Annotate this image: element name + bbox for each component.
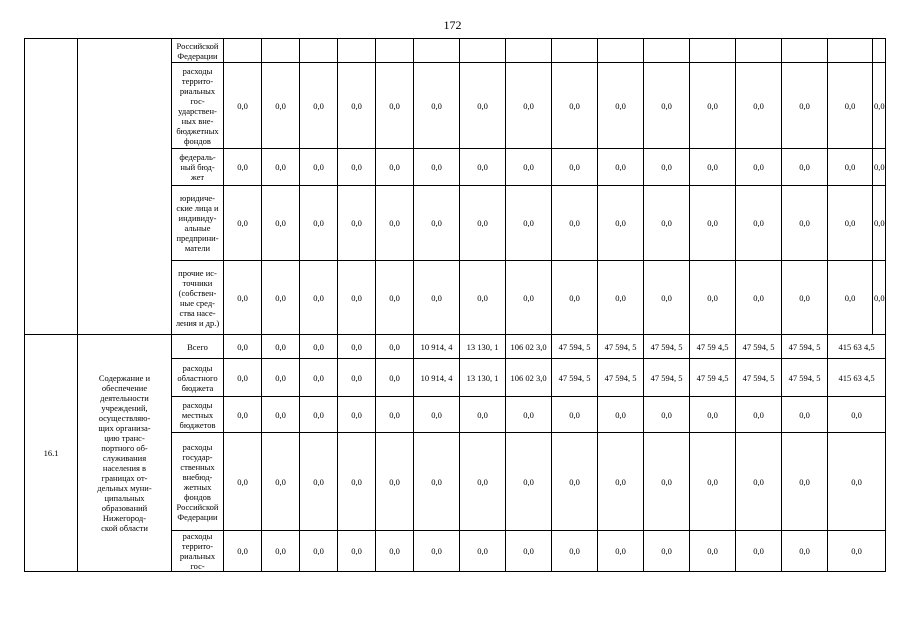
value-cell: 0,0 [224, 186, 262, 261]
value-cell: 10 914, 4 [414, 335, 460, 359]
value-cell: 0,0 [224, 261, 262, 335]
value-cell: 0,0 [224, 149, 262, 186]
value-cell: 0,0 [262, 186, 300, 261]
funding-source-cell: федераль- ный бюд- жет [172, 149, 224, 186]
value-cell: 0,0 [598, 433, 644, 531]
value-cell: 0,0 [690, 397, 736, 433]
value-cell: 47 594, 5 [782, 335, 828, 359]
value-cell [376, 39, 414, 63]
value-cell: 0,0 [828, 63, 873, 149]
value-cell: 0,0 [224, 335, 262, 359]
value-cell: 0,0 [300, 531, 338, 572]
value-cell: 0,0 [262, 149, 300, 186]
value-cell: 0,0 [598, 261, 644, 335]
value-cell: 0,0 [506, 397, 552, 433]
value-cell: 0,0 [598, 63, 644, 149]
value-cell: 0,0 [224, 531, 262, 572]
value-cell: 0,0 [598, 186, 644, 261]
value-cell: 0,0 [552, 397, 598, 433]
value-cell: 0,0 [224, 397, 262, 433]
value-cell: 47 594, 5 [552, 359, 598, 397]
value-cell: 0,0 [338, 433, 376, 531]
value-cell: 0,0 [262, 63, 300, 149]
value-cell: 47 594, 5 [598, 335, 644, 359]
value-cell: 0,0 [460, 531, 506, 572]
page-number: 172 [443, 18, 462, 32]
value-cell: 0,0 [262, 359, 300, 397]
value-cell: 47 594, 5 [552, 335, 598, 359]
value-cell: 0,0 [376, 359, 414, 397]
value-cell: 0,0 [828, 149, 873, 186]
row-number-cell [25, 39, 78, 335]
value-cell: 0,0 [300, 433, 338, 531]
value-cell: 0,0 [736, 149, 782, 186]
value-cell: 0,0 [460, 149, 506, 186]
value-cell: 0,0 [873, 63, 886, 149]
funding-source-cell: юридиче- ские лица и индивиду- альные предприни- матели [172, 186, 224, 261]
value-cell: 47 594, 5 [736, 335, 782, 359]
value-cell: 0,0 [338, 63, 376, 149]
value-cell: 13 130, 1 [460, 335, 506, 359]
program-name-cell: Содержание и обеспечение деятельности учреждений, осуществляю- щих организа- цию транс- портного об- служивания населения в границах от- дельных муни- ципальных образований Нижегород- ской области [78, 335, 172, 572]
value-cell: 0,0 [262, 261, 300, 335]
value-cell: 0,0 [828, 531, 886, 572]
value-cell: 0,0 [552, 433, 598, 531]
value-cell: 0,0 [828, 397, 886, 433]
value-cell [782, 39, 828, 63]
value-cell: 0,0 [552, 261, 598, 335]
value-cell: 0,0 [873, 149, 886, 186]
funding-source-cell: Российской Федерации [172, 39, 224, 63]
funding-source-cell: Всего [172, 335, 224, 359]
value-cell [736, 39, 782, 63]
funding-source-cell: расходы террито- риальных гос- ударствен- ных вне- бюджетных фондов [172, 63, 224, 149]
value-cell: 0,0 [338, 261, 376, 335]
value-cell [262, 39, 300, 63]
value-cell: 47 594, 5 [644, 359, 690, 397]
value-cell: 0,0 [460, 261, 506, 335]
value-cell: 0,0 [690, 433, 736, 531]
value-cell: 0,0 [598, 149, 644, 186]
value-cell: 0,0 [300, 359, 338, 397]
value-cell: 0,0 [782, 397, 828, 433]
value-cell: 0,0 [644, 397, 690, 433]
value-cell: 0,0 [262, 397, 300, 433]
value-cell: 0,0 [300, 63, 338, 149]
value-cell [598, 39, 644, 63]
value-cell: 0,0 [552, 531, 598, 572]
value-cell: 0,0 [690, 531, 736, 572]
value-cell: 0,0 [300, 261, 338, 335]
program-name-cell [78, 39, 172, 335]
value-cell [644, 39, 690, 63]
value-cell: 0,0 [414, 261, 460, 335]
value-cell: 0,0 [782, 433, 828, 531]
value-cell: 0,0 [644, 261, 690, 335]
value-cell: 0,0 [736, 397, 782, 433]
value-cell: 47 59 4,5 [690, 359, 736, 397]
value-cell: 415 63 4,5 [828, 359, 886, 397]
value-cell [224, 39, 262, 63]
value-cell: 0,0 [262, 335, 300, 359]
budget-table [24, 38, 886, 572]
value-cell: 0,0 [782, 186, 828, 261]
value-cell: 0,0 [460, 397, 506, 433]
value-cell: 0,0 [690, 261, 736, 335]
value-cell: 0,0 [338, 149, 376, 186]
value-cell: 0,0 [644, 186, 690, 261]
value-cell: 0,0 [376, 186, 414, 261]
value-cell: 0,0 [873, 186, 886, 261]
value-cell: 0,0 [338, 335, 376, 359]
value-cell: 0,0 [782, 531, 828, 572]
funding-source-cell: расходы государ- ственных внебюд- жетных фондов Российской Федерации [172, 433, 224, 531]
value-cell: 0,0 [506, 149, 552, 186]
value-cell [873, 39, 886, 63]
value-cell: 0,0 [300, 186, 338, 261]
value-cell [690, 39, 736, 63]
value-cell: 0,0 [224, 63, 262, 149]
value-cell: 0,0 [376, 531, 414, 572]
value-cell: 415 63 4,5 [828, 335, 886, 359]
value-cell: 0,0 [414, 186, 460, 261]
value-cell: 0,0 [644, 63, 690, 149]
value-cell: 0,0 [736, 63, 782, 149]
value-cell [506, 39, 552, 63]
value-cell: 0,0 [736, 531, 782, 572]
value-cell: 0,0 [690, 149, 736, 186]
value-cell: 47 594, 5 [736, 359, 782, 397]
value-cell: 0,0 [376, 261, 414, 335]
value-cell: 0,0 [552, 186, 598, 261]
value-cell: 0,0 [736, 433, 782, 531]
value-cell [414, 39, 460, 63]
value-cell: 0,0 [376, 433, 414, 531]
value-cell: 0,0 [414, 397, 460, 433]
value-cell: 0,0 [552, 63, 598, 149]
value-cell: 106 02 3,0 [506, 335, 552, 359]
funding-source-cell: расходы областного бюджета [172, 359, 224, 397]
value-cell: 0,0 [338, 531, 376, 572]
value-cell: 0,0 [598, 397, 644, 433]
value-cell [338, 39, 376, 63]
value-cell: 0,0 [506, 531, 552, 572]
value-cell: 0,0 [460, 186, 506, 261]
value-cell: 0,0 [782, 63, 828, 149]
value-cell: 0,0 [873, 261, 886, 335]
value-cell: 0,0 [828, 186, 873, 261]
value-cell: 47 59 4,5 [690, 335, 736, 359]
value-cell: 0,0 [376, 63, 414, 149]
value-cell: 0,0 [460, 433, 506, 531]
value-cell: 0,0 [376, 335, 414, 359]
value-cell: 0,0 [828, 433, 886, 531]
value-cell: 13 130, 1 [460, 359, 506, 397]
value-cell: 0,0 [506, 63, 552, 149]
value-cell: 0,0 [414, 531, 460, 572]
value-cell: 0,0 [644, 531, 690, 572]
value-cell: 0,0 [338, 186, 376, 261]
value-cell [552, 39, 598, 63]
funding-source-cell: расходы местных бюджетов [172, 397, 224, 433]
value-cell: 0,0 [414, 63, 460, 149]
value-cell: 0,0 [644, 149, 690, 186]
value-cell: 0,0 [690, 186, 736, 261]
value-cell: 0,0 [338, 397, 376, 433]
value-cell: 47 594, 5 [598, 359, 644, 397]
value-cell: 106 02 3,0 [506, 359, 552, 397]
value-cell: 0,0 [414, 433, 460, 531]
value-cell [460, 39, 506, 63]
value-cell: 0,0 [690, 63, 736, 149]
row-number-cell: 16.1 [25, 335, 78, 572]
value-cell: 0,0 [782, 261, 828, 335]
value-cell: 0,0 [736, 186, 782, 261]
value-cell: 0,0 [376, 397, 414, 433]
value-cell: 0,0 [224, 433, 262, 531]
value-cell: 0,0 [506, 433, 552, 531]
value-cell: 0,0 [552, 149, 598, 186]
value-cell: 0,0 [224, 359, 262, 397]
value-cell: 0,0 [262, 433, 300, 531]
value-cell: 0,0 [262, 531, 300, 572]
value-cell [828, 39, 873, 63]
value-cell: 0,0 [782, 149, 828, 186]
value-cell: 0,0 [300, 335, 338, 359]
value-cell: 0,0 [506, 186, 552, 261]
value-cell: 47 594, 5 [644, 335, 690, 359]
value-cell: 47 594, 5 [782, 359, 828, 397]
funding-source-cell: прочие ис- точники (собствен- ные сред- ства насе- ления и др.) [172, 261, 224, 335]
value-cell: 0,0 [300, 149, 338, 186]
value-cell: 0,0 [460, 63, 506, 149]
value-cell: 10 914, 4 [414, 359, 460, 397]
value-cell: 0,0 [598, 531, 644, 572]
table-row [25, 39, 886, 63]
value-cell: 0,0 [414, 149, 460, 186]
funding-source-cell: расходы террито- риальных гос- [172, 531, 224, 572]
value-cell [300, 39, 338, 63]
value-cell: 0,0 [338, 359, 376, 397]
value-cell: 0,0 [644, 433, 690, 531]
value-cell: 0,0 [300, 397, 338, 433]
value-cell: 0,0 [506, 261, 552, 335]
value-cell: 0,0 [736, 261, 782, 335]
value-cell: 0,0 [828, 261, 873, 335]
value-cell: 0,0 [376, 149, 414, 186]
table-row [25, 335, 886, 359]
